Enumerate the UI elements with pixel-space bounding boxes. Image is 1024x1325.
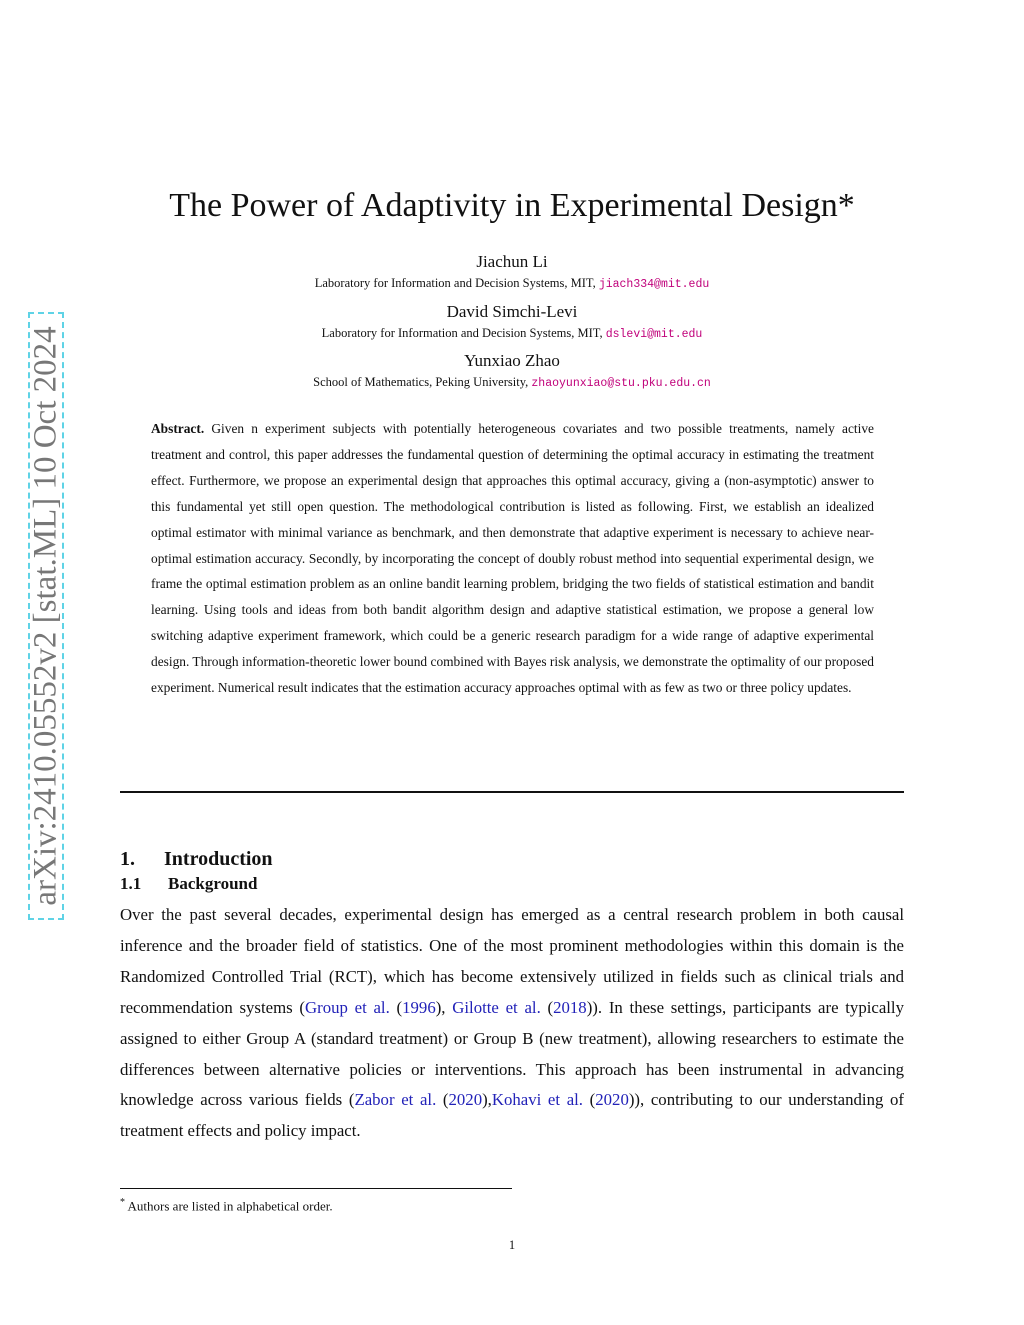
author-name: Jiachun Li: [476, 252, 548, 271]
affiliation-text: School of Mathematics, Peking University,: [313, 375, 532, 389]
author-email[interactable]: zhaoyunxiao@stu.pku.edu.cn: [531, 377, 711, 390]
author-email[interactable]: jiach334@mit.edu: [598, 278, 710, 291]
footnote-rule: [120, 1188, 512, 1189]
author-name: David Simchi-Levi: [446, 302, 578, 321]
citation-link[interactable]: Zabor et al.: [354, 1090, 437, 1110]
intro-paragraph: Over the past several decades, experimental design has emerged as a central research problem in both causal inference and the broader field of statistics. One of the most prominent methodologies within this domain is the Randomized Controlled Trial (RCT), which has become extensively utilized in fields such as clinical trials and recommendation systems (Group et al. (1996), Gilotte et al. (2018)). In these settings, participants are typically assigned to either Group A (standard treatment) or Group B (new treatment), allowing researchers to estimate the differences between alternative policies or interventions. This approach has been instrumental in advancing knowledge across various fields (Zabor et al. (2020),Kohavi et al. (2020)), contributing to our understanding of treatment effects and policy impact.: [120, 905, 904, 1141]
abstract-label: Abstract.: [151, 421, 205, 436]
author-affiliation: [0, 375, 1024, 390]
paper-title: The Power of Adaptivity in Experimental Design*: [169, 187, 855, 224]
footnote-text: Authors are listed in alphabetical order.: [127, 1198, 333, 1214]
page-number: 1: [508, 1238, 516, 1252]
arxiv-identifier: arXiv:2410.05552v2 [stat.ML] 10 Oct 2024: [27, 326, 64, 906]
arxiv-stamp: [28, 312, 64, 920]
citation-link[interactable]: Gilotte et al.: [452, 997, 541, 1017]
horizontal-rule: [120, 791, 904, 793]
section-number: 1.: [120, 848, 135, 870]
footnote: [120, 1197, 333, 1214]
subsection-number: 1.1: [120, 874, 142, 893]
author-name: Yunxiao Zhao: [464, 351, 560, 370]
author-affiliation: [0, 276, 1024, 291]
citation-link[interactable]: Group et al.: [305, 997, 390, 1017]
footnote-mark: *: [120, 1197, 125, 1208]
author-email[interactable]: dslevi@mit.edu: [605, 328, 703, 341]
section-heading: [120, 848, 273, 871]
citation-year-link[interactable]: 2020: [448, 1090, 483, 1110]
affiliation-text: Laboratory for Information and Decision Systems, MIT,: [314, 276, 599, 290]
subsection-heading: [120, 874, 257, 894]
citation-year-link[interactable]: 2020: [595, 1090, 629, 1110]
subsection-title: Background: [168, 874, 258, 893]
citation-year-link[interactable]: 2018: [553, 997, 587, 1017]
citation-link[interactable]: Kohavi et al.: [491, 1090, 584, 1110]
affiliation-text: Laboratory for Information and Decision Systems, MIT,: [321, 326, 606, 340]
paragraph-text: ), contributing to our understanding of treatment effects and policy impact.: [120, 1090, 904, 1141]
abstract: [151, 416, 874, 701]
citation-year-link[interactable]: 1996: [402, 997, 436, 1017]
abstract-text: Given n experiment subjects with potentially heterogeneous covariates and two possible treatments, namely active treatment and control, this paper addresses the fundamental question of determining the optimal accuracy in estimating the treatment effect. Furthermore, we propose an experimental design that approaches this optimal accuracy, giving a (non-asymptotic) answer to this fundamental yet still open question. The methodological contribution is listed as following. First, we establish an idealized optimal estimator with minimal variance as benchmark, and then demonstrate that adaptive experiment is necessary to achieve near-optimal estimation accuracy. Secondly, by incorporating the concept of doubly robust method into sequential experimental design, we frame the optimal estimation problem as an online bandit learning problem, bridging the two fields of statistical estimation and bandit learning. Using tools and ideas from both bandit algorithm design and adaptive statistical estimation, we propose a general low switching adaptive experiment framework, which could be a generic research paradigm for a wide range of adaptive experimental design. Through information-theoretic lower bound combined with Bayes risk analysis, we demonstrate the optimality of our proposed experiment. Numerical result indicates that the estimation accuracy approaches optimal with as few as two or three policy updates.: [151, 421, 874, 696]
section-title: Introduction: [164, 848, 273, 870]
paragraph-text: Over the past several decades, experimental design has emerged as a central research problem in both causal inference and the broader field of statistics. One of the most prominent methodologies within this domain is the Randomized Controlled Trial (RCT), which has become extensively utilized in fields such as clinical trials and recommendation systems (: [120, 905, 904, 1017]
paragraph-text: ). In these settings, participants are typically assigned to either Group A (standard treatment) or Group B (new treatment), allowing researchers to estimate the differences between alternative policies or interventions. This approach has been instrumental in advancing knowledge across various fields (: [120, 997, 904, 1110]
author-affiliation: [0, 326, 1024, 341]
